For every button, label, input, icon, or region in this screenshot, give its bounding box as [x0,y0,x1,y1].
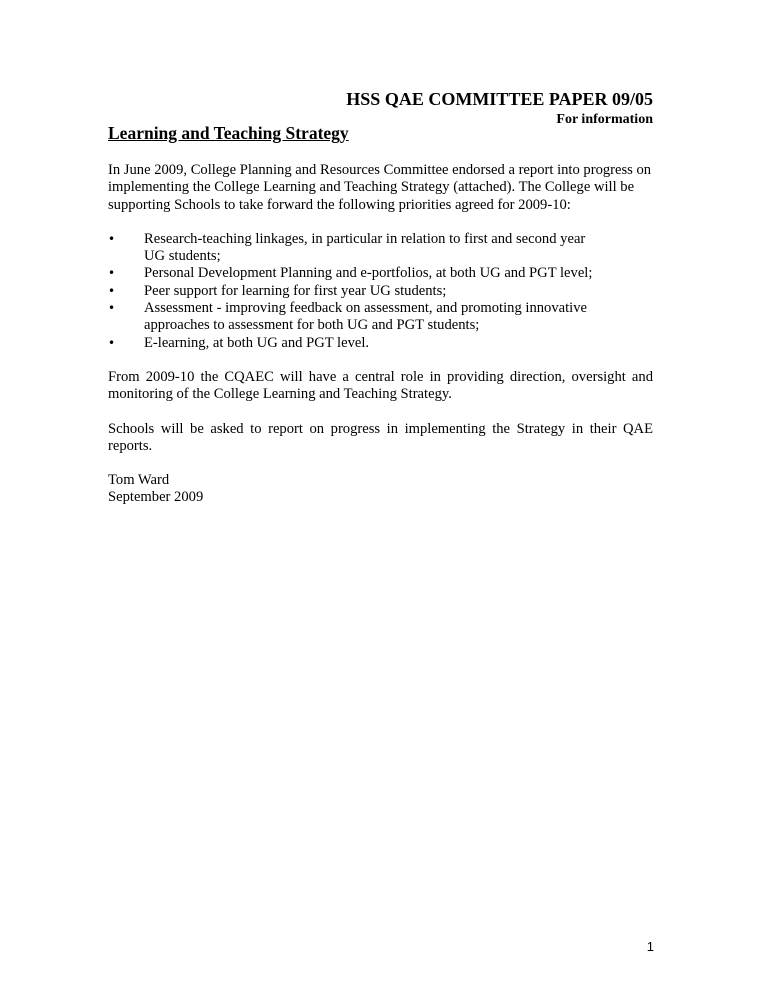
page-number: 1 [646,939,654,954]
document-body [108,162,653,507]
priorities-list [108,231,653,352]
schools-paragraph: Schools will be asked to report on progress in implementing the Strategy in their QAE reports. [108,420,653,454]
list-item: • Research-teaching linkages, in particular in relation to first and second year UG students; [108,231,653,266]
paper-id: HSS QAE COMMITTEE PAPER 09/05 [346,89,653,109]
list-item: • Personal Development Planning and e-portfolios, at both UG and PGT level; [108,265,653,282]
signoff [108,472,653,507]
intro-paragraph: In June 2009, College Planning and Resources Committee endorsed a report into progress on implementing the College Learning and Teaching Strategy (attached). The College will be supporting Schools to take forward the following priorities agreed for 2009-10: [108,162,652,213]
list-item: • Assessment - improving feedback on assessment, and promoting innovative approaches to assessment for both UG and PGT students; [108,300,653,335]
document-title: Learning and Teaching Strategy [108,123,349,143]
list-item: • E-learning, at both UG and PGT level. [108,335,653,352]
author-name: Tom Ward [108,472,170,489]
paper-status: For information [556,112,653,127]
cqaec-paragraph: From 2009-10 the CQAEC will have a central role in providing direction, oversight and monitoring of the College Learning and Teaching Strategy. [108,368,653,403]
signoff-date: September 2009 [108,489,204,506]
list-item: • Peer support for learning for first year UG students; [108,283,653,300]
